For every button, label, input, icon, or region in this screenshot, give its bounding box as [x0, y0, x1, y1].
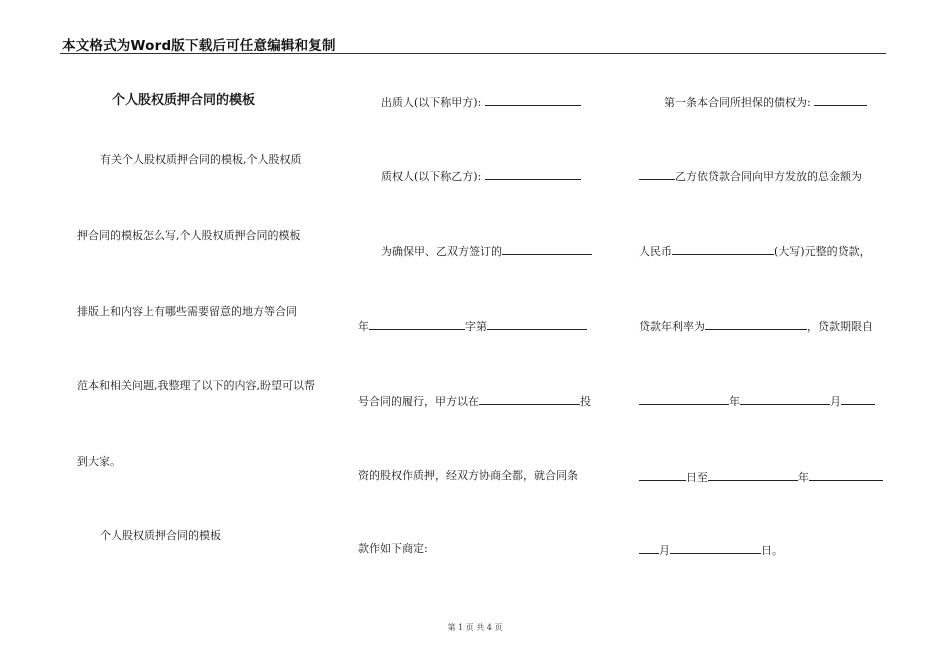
document-title: 个人股权质押合同的模板	[112, 93, 256, 108]
start-year-label: 年	[729, 395, 740, 408]
pledgor-line	[381, 94, 581, 110]
term-label: ，贷款期限自	[807, 320, 873, 333]
header-divider	[60, 53, 886, 54]
number-label: 字第	[465, 320, 487, 333]
section-subtitle: 个人股权质押合同的模板	[100, 529, 221, 542]
number-blank	[487, 318, 587, 330]
article-one-label: 第一条本合同所担保的债权为:	[664, 96, 815, 109]
debt-blank	[814, 94, 867, 106]
guarantee-line	[381, 243, 592, 259]
start-day-blank-cont	[639, 469, 686, 481]
start-month-blank	[740, 393, 830, 405]
pledgee-label: 质权人(以下称乙方):	[381, 170, 485, 183]
contract-number-line	[358, 318, 587, 334]
company-blank	[479, 393, 580, 405]
amount-suffix: (大写)元整的贷款，	[774, 245, 871, 258]
rmb-label: 人民币	[639, 245, 672, 258]
document-header-title: 本文格式为Word版下载后可任意编辑和复制	[62, 38, 336, 54]
term-end-line	[639, 469, 883, 485]
invest-label: 投	[580, 395, 591, 408]
guarantee-label: 为确保甲、乙双方签订的	[381, 245, 502, 258]
article-one-line	[664, 94, 867, 110]
end-month-blank-cont	[639, 542, 659, 554]
start-day-blank	[841, 393, 875, 405]
debt-blank-cont	[639, 168, 675, 180]
end-month-blank	[809, 469, 883, 481]
intro-line-4: 范本和相关问题,我整理了以下的内容,盼望可以帮	[77, 379, 315, 392]
start-month-label: 月	[830, 395, 841, 408]
end-label: 日至	[686, 471, 708, 484]
end-month-label: 月	[659, 544, 670, 557]
interest-line	[639, 318, 873, 334]
pledgor-blank	[485, 94, 581, 106]
pledgor-label: 出质人(以下称甲方):	[381, 96, 485, 109]
term-start-line	[639, 393, 875, 409]
fulfillment-label: 号合同的履行，甲方以在	[358, 395, 479, 408]
equity-pledge-line: 资的股权作质押，经双方协商全都，就合同条	[358, 469, 578, 482]
loan-amount-line	[639, 168, 862, 184]
term-end-day-line	[639, 542, 783, 558]
end-day-label: 日。	[761, 544, 783, 557]
interest-blank	[705, 318, 807, 330]
end-year-label: 年	[798, 471, 809, 484]
loan-amount-label: 乙方依贷款合同向甲方发放的总金额为	[675, 170, 862, 183]
amount-blank	[672, 243, 774, 255]
year-label: 年	[358, 320, 369, 333]
contract-blank	[502, 243, 592, 255]
intro-line-5: 到大家。	[77, 455, 121, 468]
fulfillment-line	[358, 393, 591, 409]
year-blank	[369, 318, 465, 330]
intro-line-3: 排版上和内容上有哪些需要留意的地方等合同	[77, 305, 297, 318]
start-year-blank	[639, 393, 729, 405]
pledgee-line	[381, 168, 581, 184]
page-number: 第 1 页 共 4 页	[447, 623, 503, 632]
intro-line-2: 押合同的模板怎么写,个人股权质押合同的模板	[77, 229, 301, 242]
interest-label: 贷款年利率为	[639, 320, 705, 333]
end-year-blank	[708, 469, 798, 481]
intro-line-1: 有关个人股权质押合同的模板,个人股权质	[100, 153, 302, 166]
rmb-line	[639, 243, 871, 259]
pledgee-blank	[485, 168, 581, 180]
terms-intro-line: 款作如下商定:	[358, 542, 428, 555]
end-day-blank	[670, 542, 761, 554]
